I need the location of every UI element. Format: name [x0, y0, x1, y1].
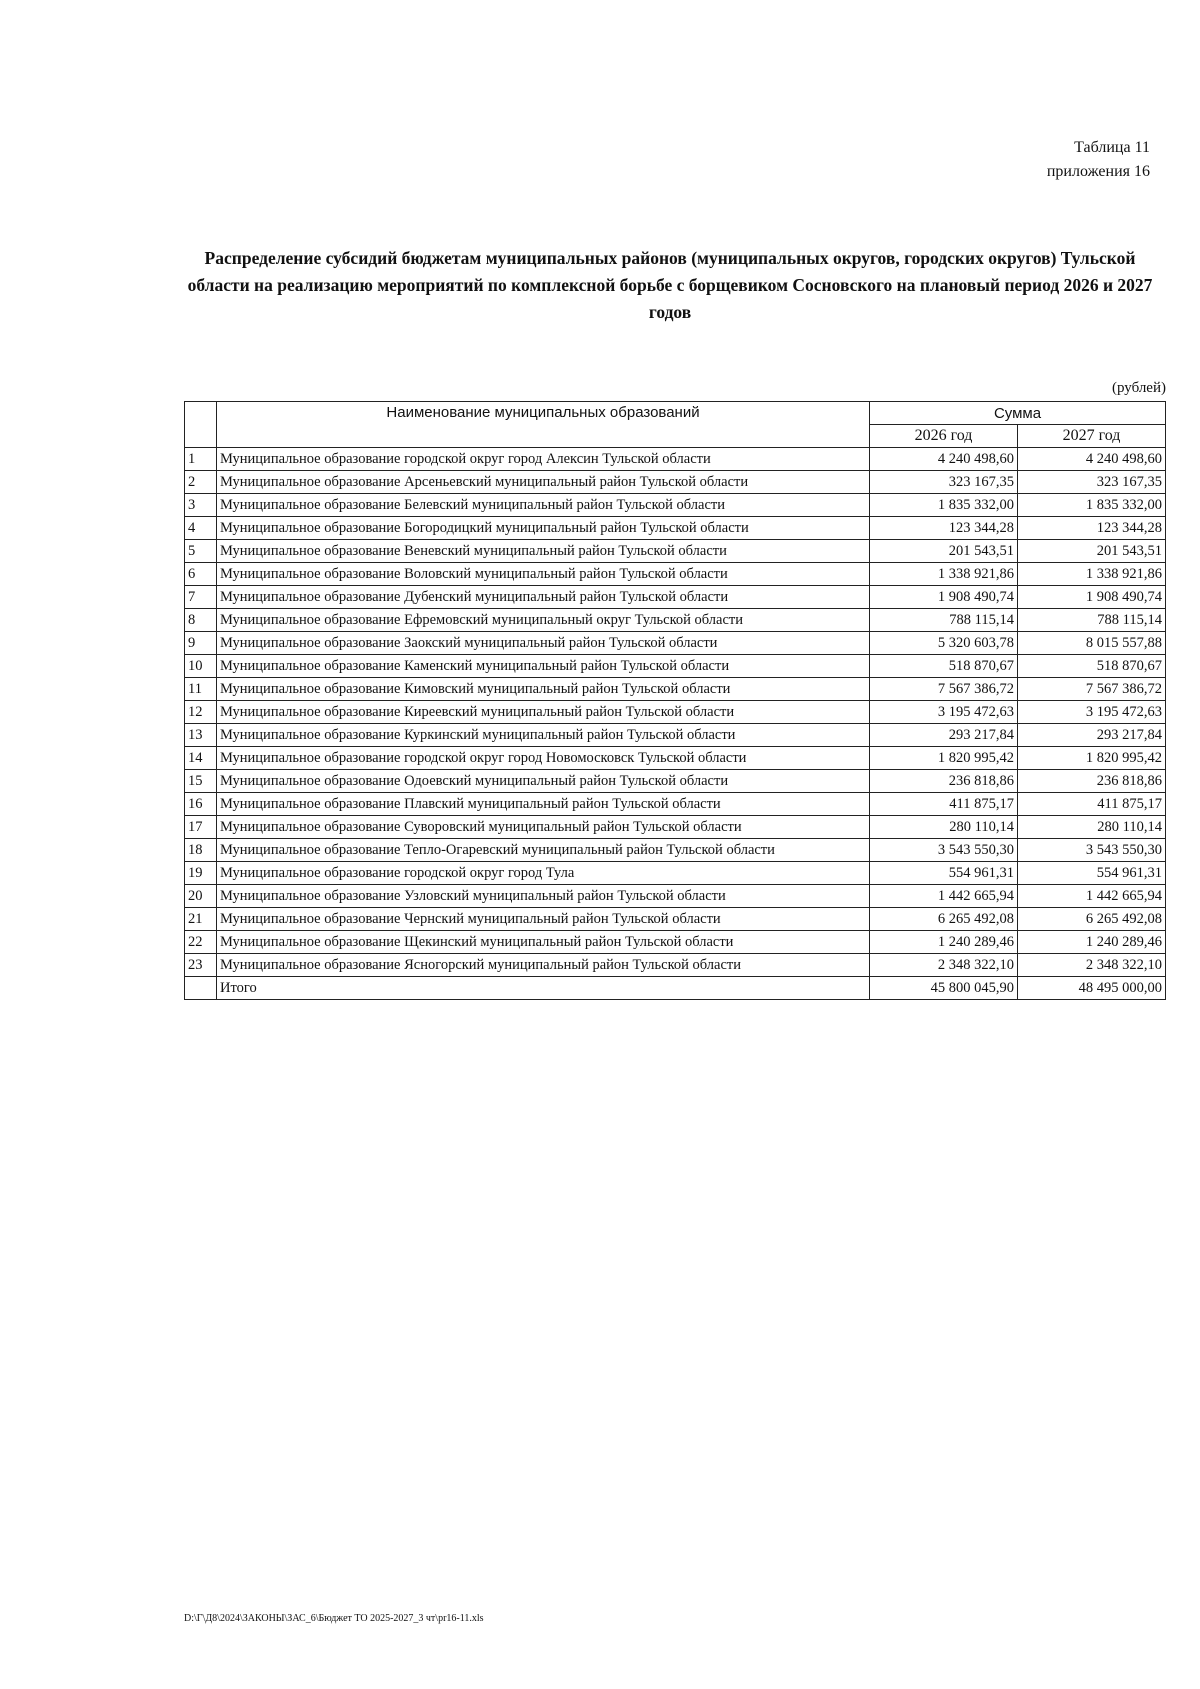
amount-2027: 788 115,14 — [1018, 609, 1166, 632]
amount-2027: 1 820 995,42 — [1018, 747, 1166, 770]
document-header — [1000, 136, 1150, 184]
amount-2027: 236 818,86 — [1018, 770, 1166, 793]
row-number: 22 — [185, 931, 217, 954]
municipality-name: Муниципальное образование Кимовский муниципальный район Тульской области — [217, 678, 870, 701]
table-row — [185, 517, 1166, 540]
amount-2027: 1 240 289,46 — [1018, 931, 1166, 954]
row-number: 18 — [185, 839, 217, 862]
table-row — [185, 816, 1166, 839]
municipality-name: Муниципальное образование Ефремовский муниципальный округ Тульской области — [217, 609, 870, 632]
amount-2027: 7 567 386,72 — [1018, 678, 1166, 701]
municipality-name: Муниципальное образование Плавский муниципальный район Тульской области — [217, 793, 870, 816]
amount-2026: 5 320 603,78 — [870, 632, 1018, 655]
header-year-2026: 2026 год — [870, 425, 1018, 448]
row-number: 16 — [185, 793, 217, 816]
table-row — [185, 586, 1166, 609]
amount-2026: 554 961,31 — [870, 862, 1018, 885]
table-row — [185, 908, 1166, 931]
amount-2027: 4 240 498,60 — [1018, 448, 1166, 471]
amount-2026: 45 800 045,90 — [870, 977, 1018, 1000]
row-number: 21 — [185, 908, 217, 931]
row-number: 8 — [185, 609, 217, 632]
amount-2026: 123 344,28 — [870, 517, 1018, 540]
row-number: 17 — [185, 816, 217, 839]
amount-2026: 1 442 665,94 — [870, 885, 1018, 908]
municipality-name: Муниципальное образование Заокский муниципальный район Тульской области — [217, 632, 870, 655]
row-number: 2 — [185, 471, 217, 494]
row-number: 9 — [185, 632, 217, 655]
amount-2026: 1 338 921,86 — [870, 563, 1018, 586]
amount-2027: 8 015 557,88 — [1018, 632, 1166, 655]
table-row — [185, 471, 1166, 494]
row-number: 7 — [185, 586, 217, 609]
row-number: 19 — [185, 862, 217, 885]
appendix-label: приложения 16 — [1046, 163, 1150, 180]
amount-2026: 1 835 332,00 — [870, 494, 1018, 517]
amount-2026: 6 265 492,08 — [870, 908, 1018, 931]
amount-2026: 1 240 289,46 — [870, 931, 1018, 954]
document-title: Распределение субсидий бюджетам муниципальных районов (муниципальных округов, городских округов) Тульской области на реализацию мероприятий по комплексной борьбе с борщевиком Сосновского на плановый период 2026 и 2027 годов — [187, 248, 1153, 322]
amount-2027: 1 338 921,86 — [1018, 563, 1166, 586]
row-number: 10 — [185, 655, 217, 678]
amount-2026: 7 567 386,72 — [870, 678, 1018, 701]
amount-2027: 2 348 322,10 — [1018, 954, 1166, 977]
amount-2026: 201 543,51 — [870, 540, 1018, 563]
municipality-name: Муниципальное образование Воловский муниципальный район Тульской области — [217, 563, 870, 586]
municipality-name: Муниципальное образование Веневский муниципальный район Тульской области — [217, 540, 870, 563]
municipality-name: Муниципальное образование городской округ город Новомосковск Тульской области — [217, 747, 870, 770]
row-number: 20 — [185, 885, 217, 908]
municipality-name: Муниципальное образование Чернский муниципальный район Тульской области — [217, 908, 870, 931]
table-row — [185, 494, 1166, 517]
municipality-name: Муниципальное образование Дубенский муниципальный район Тульской области — [217, 586, 870, 609]
table-row — [185, 793, 1166, 816]
municipality-name: Муниципальное образование Одоевский муниципальный район Тульской области — [217, 770, 870, 793]
municipality-name: Муниципальное образование Суворовский муниципальный район Тульской области — [217, 816, 870, 839]
amount-2027: 411 875,17 — [1018, 793, 1166, 816]
row-number: 13 — [185, 724, 217, 747]
amount-2027: 201 543,51 — [1018, 540, 1166, 563]
amount-2027: 6 265 492,08 — [1018, 908, 1166, 931]
amount-2027: 280 110,14 — [1018, 816, 1166, 839]
row-number: 4 — [185, 517, 217, 540]
subsidy-table — [184, 401, 1166, 1000]
row-number: 6 — [185, 563, 217, 586]
amount-2026: 236 818,86 — [870, 770, 1018, 793]
header-row-top — [185, 402, 1166, 425]
municipality-name: Муниципальное образование Богородицкий муниципальный район Тульской области — [217, 517, 870, 540]
municipality-name: Муниципальное образование Узловский муниципальный район Тульской области — [217, 885, 870, 908]
municipality-name: Муниципальное образование городской округ город Тула — [217, 862, 870, 885]
header-number-cell — [185, 402, 217, 448]
amount-2027: 3 543 550,30 — [1018, 839, 1166, 862]
amount-2026: 1 820 995,42 — [870, 747, 1018, 770]
municipality-name: Муниципальное образование Киреевский муниципальный район Тульской области — [217, 701, 870, 724]
amount-2026: 293 217,84 — [870, 724, 1018, 747]
row-number: 15 — [185, 770, 217, 793]
table-row — [185, 931, 1166, 954]
table-row — [185, 954, 1166, 977]
amount-2027: 1 908 490,74 — [1018, 586, 1166, 609]
row-number — [185, 977, 217, 1000]
table-row — [185, 632, 1166, 655]
amount-2027: 1 442 665,94 — [1018, 885, 1166, 908]
amount-2027: 48 495 000,00 — [1018, 977, 1166, 1000]
row-number: 1 — [185, 448, 217, 471]
table-row — [185, 747, 1166, 770]
table-body — [185, 448, 1166, 1000]
file-path-footer: D:\Г\Д8\2024\ЗАКОНЫ\ЗАС_6\Бюджет ТО 2025-2027_3 чт\pr16-11.xls — [184, 1613, 484, 1624]
amount-2026: 3 543 550,30 — [870, 839, 1018, 862]
amount-2027: 323 167,35 — [1018, 471, 1166, 494]
amount-2026: 3 195 472,63 — [870, 701, 1018, 724]
table-row — [185, 770, 1166, 793]
header-sum-cell: Сумма — [870, 402, 1166, 425]
amount-2027: 554 961,31 — [1018, 862, 1166, 885]
table-row — [185, 678, 1166, 701]
table-row — [185, 839, 1166, 862]
table-row — [185, 540, 1166, 563]
row-number: 3 — [185, 494, 217, 517]
table-label: Таблица 11 — [1074, 139, 1150, 156]
amount-2026: 4 240 498,60 — [870, 448, 1018, 471]
row-number: 14 — [185, 747, 217, 770]
amount-2026: 411 875,17 — [870, 793, 1018, 816]
table-row — [185, 609, 1166, 632]
amount-2027: 123 344,28 — [1018, 517, 1166, 540]
table-row — [185, 448, 1166, 471]
municipality-name: Муниципальное образование Куркинский муниципальный район Тульской области — [217, 724, 870, 747]
table-row — [185, 655, 1166, 678]
row-number: 11 — [185, 678, 217, 701]
municipality-name: Муниципальное образование Арсеньевский муниципальный район Тульской области — [217, 471, 870, 494]
amount-2027: 518 870,67 — [1018, 655, 1166, 678]
municipality-name: Муниципальное образование Каменский муниципальный район Тульской области — [217, 655, 870, 678]
row-number: 23 — [185, 954, 217, 977]
table-row — [185, 724, 1166, 747]
table-row — [185, 862, 1166, 885]
amount-2026: 518 870,67 — [870, 655, 1018, 678]
amount-2027: 3 195 472,63 — [1018, 701, 1166, 724]
municipality-name: Муниципальное образование Белевский муниципальный район Тульской области — [217, 494, 870, 517]
municipality-name: Муниципальное образование Ясногорский муниципальный район Тульской области — [217, 954, 870, 977]
municipality-name: Муниципальное образование Щекинский муниципальный район Тульской области — [217, 931, 870, 954]
table-row — [185, 563, 1166, 586]
amount-2026: 323 167,35 — [870, 471, 1018, 494]
header-year-2027: 2027 год — [1018, 425, 1166, 448]
amount-2026: 788 115,14 — [870, 609, 1018, 632]
row-number: 5 — [185, 540, 217, 563]
amount-2027: 1 835 332,00 — [1018, 494, 1166, 517]
row-number: 12 — [185, 701, 217, 724]
table-row — [185, 701, 1166, 724]
municipality-name: Муниципальное образование городской округ город Алексин Тульской области — [217, 448, 870, 471]
unit-note: (рублей) — [1111, 380, 1166, 396]
amount-2026: 2 348 322,10 — [870, 954, 1018, 977]
amount-2026: 1 908 490,74 — [870, 586, 1018, 609]
total-row — [185, 977, 1166, 1000]
table-row — [185, 885, 1166, 908]
amount-2026: 280 110,14 — [870, 816, 1018, 839]
municipality-name: Итого — [217, 977, 870, 1000]
amount-2027: 293 217,84 — [1018, 724, 1166, 747]
municipality-name: Муниципальное образование Тепло-Огаревский муниципальный район Тульской области — [217, 839, 870, 862]
header-name-cell: Наименование муниципальных образований — [217, 402, 870, 448]
